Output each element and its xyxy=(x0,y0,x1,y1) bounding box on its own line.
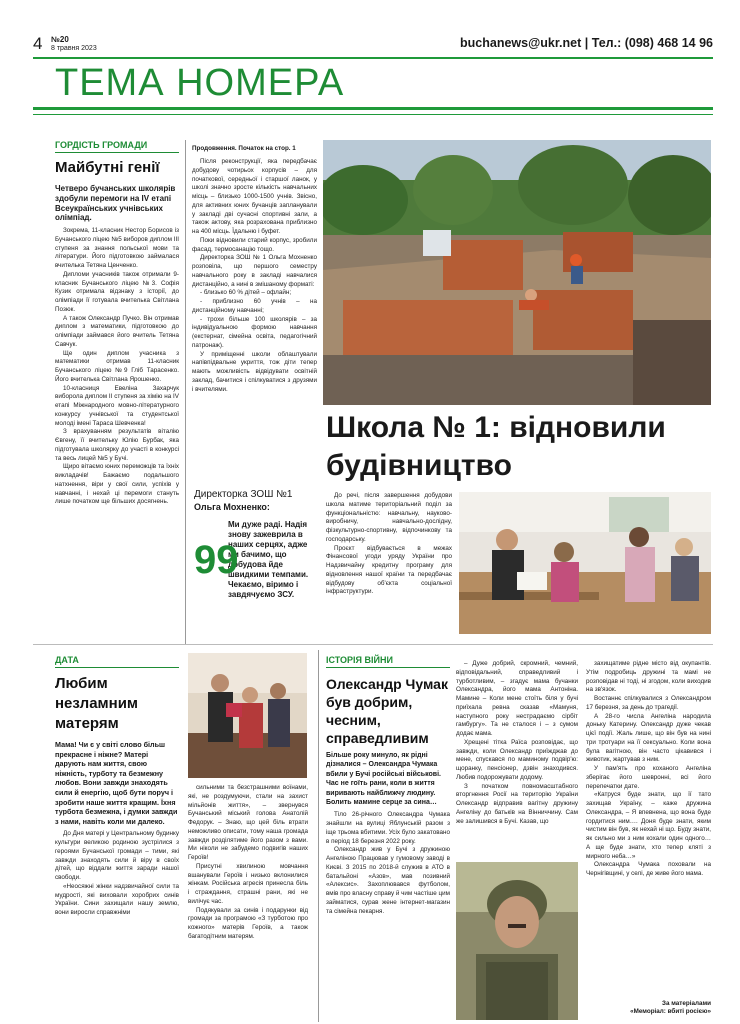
paragraph: А 28-го числа Ангеліна народила доньку Катерину. Олександр дуже чекав цієї події. Жаль лише, що він був на нині три тротуари на її сексуально. Коли вона була вагітною, він часто цікавився і животик, жартував з ним. xyxy=(586,712,711,764)
paragraph: Після реконструкції, яка передбачає добудову чотирьох корпусів – для початкової, середньої і старшої ланок, у школі значно зросте кількість навчальних місць – близько 1000-1500 учнів. Звісно, для активних юних бучанців запланували у закладі дві сучасні спортивні зали, а також актову, яка розрахована приблизно на 400 місць. Їдальню і буфет. xyxy=(192,158,317,235)
title-rule-thin xyxy=(33,114,713,115)
school-body xyxy=(192,158,317,486)
section-label-date: ДАТА xyxy=(55,655,79,665)
hero-credit xyxy=(586,1000,711,1016)
contact-info: buchanews@ukr.net | Тел.: (098) 468 14 96 xyxy=(460,36,713,50)
column-divider xyxy=(318,650,319,1022)
section-rule xyxy=(55,667,179,668)
hero-body-col3 xyxy=(586,660,711,998)
paragraph: Присутні хвилиною мовчання вшанували Героїв і низько вклонилися жінкам. Російська агресія принесла біль і страждання, страшні рани, які не вилічує час. xyxy=(188,862,308,905)
paragraph: Директорка ЗОШ № 1 Ольга Мохненко розповіла, що першого семестру навчального року в закладі навчалися дистанційно, а нині в змішаному форматі: xyxy=(192,254,317,288)
pride-headline: Майбутні генії xyxy=(55,159,160,176)
paragraph: Поки відновили старий корпус, зробили фасад, термосанацію тощо. xyxy=(192,236,317,253)
paragraph: У приміщенні школи облаштували напівпідвальне укриття, тож діти тепер мають можливість відвідувати освітній заклад, бачитися і спілкуватися з друзями і вчителями. xyxy=(192,350,317,393)
quote-mark-icon: 99 xyxy=(194,538,239,582)
paragraph: 10-класниця Евеліна Захарчук виборола диплом II ступеня за хімію на IV етапі Міжнародного мовно-літературного конкурсу учнівської та студентської молоді імені Тараса Шевченка! xyxy=(55,384,179,427)
paragraph: До Дня матері у Центральному будинку культури великою родиною зустрілися з героями Бучанської громади – тими, які завжди знаходять сили й віру в своїх дітей, що віддали життя заради нашої свободи. xyxy=(55,830,179,882)
paragraph: Ще один диплом учасника з математики отримав 11-класник Бучанського ліцею №9 Гліб Тарасенко. Його вчителька Світлана Ярошенко. xyxy=(55,349,179,383)
hero-headline: Олександр Чумак був добрим, чесним, справедливим xyxy=(326,676,448,746)
paragraph: Олександр жив у Бучі з дружиною Ангеліною Працював у гумовому заводі в Києві. З 2015 по 2018-й служив в АТО в батальйоні «Азов», мав позивний «Алексис». Захоплювався футболом, вмів про власну справу й чим частіше цим займатися, сурав жене інтернет-магазин та сімейна пекарня. xyxy=(326,846,450,915)
mothers-photo xyxy=(188,653,307,778)
paragraph: – Дуже добрий, скромний, чемний, відповідальний, справедливий і турботливим, – згадує мама бучанки Олександра, його мама Антоніна. Мамине – Коли мене стоїть біля у бучі приїхала ревна сказав «Мамуня, наступного року нестрадаємо сірбіт гамбургу». Та не сталося і – з сумом додає мама. xyxy=(456,660,578,737)
paragraph: - приблизно 60 учнів – на дистанційному навчанні; xyxy=(192,298,317,314)
quote-name: Ольга Мохненко: xyxy=(194,502,270,512)
paragraph: - трохи більше 100 школярів – за індивідуальною формою навчання (екстернат, сімейна освіта, педагогічний патронаж). xyxy=(192,315,317,349)
school-continuation xyxy=(192,145,317,485)
mothers-body xyxy=(55,830,179,970)
hero-body xyxy=(326,811,450,949)
paragraph: Востаннє спілкувалися з Олександром 17 березня, за день до трагедії. xyxy=(586,695,711,711)
section-label-pride: ГОРДІСТЬ ГРОМАДИ xyxy=(55,140,148,150)
paragraph: Зокрема, 11-класник Нестор Борисов із Бучанського ліцею №5 виборов диплом III ступеня за знання польської мови та літератури. Його підготовкою займалася вчителька Тетяна Ценченко. xyxy=(55,227,179,270)
school-right-body xyxy=(326,492,452,634)
paragraph: З врахуванням результатів віталію Євгену, її вчительку Юлію Бурбак, яка підготувала школярку до участі в конкурсі та весь лицей №5 у Бучі. xyxy=(55,428,179,462)
page-number: 4 xyxy=(33,34,43,53)
mothers-lead: Мама! Чи є у світі слово більш прекрасне і ніжне? Матері дарують нам життя, свою ніжність, турботу та безмежну любов. Вони завжди знаходять сили й енергію, щоб бути поруч і зробити наше життя кращим. Їхня турбота безмежна, і думки завжди з нами, навіть коли ми далеко. xyxy=(55,740,178,826)
quote-box xyxy=(194,489,317,634)
continuation-note: Продовження. Початок на стор. 1 xyxy=(192,145,296,152)
hero-body-col2 xyxy=(456,660,578,858)
quote-text: Ми дуже раді. Надія знову зажеврила в наших серцях, адже ми бачимо, що добудова йде швидкими темпами. Чекаємо, віримо і завдячуємо ЗСУ. xyxy=(228,520,309,599)
paragraph: Хрещені тітка Раїса розповідає, що завжди, коли Олександр приїжджав до мене, спускався по маминому подвір'ю: щоранку, пенсіонер, дзвін знаходився. Любив подорожувати додому. xyxy=(456,738,578,781)
credit-source: «Меморіал: вбиті росією» xyxy=(630,1008,711,1015)
section-title: ТЕМА НОМЕРА xyxy=(55,62,345,104)
pride-lead: Четверо бучанських школярів здобули перемоги на IV етапі Всеукраїнських учнівських олімпіад. xyxy=(55,184,176,223)
pride-body xyxy=(55,227,179,635)
paragraph: Подякували за синів і подарунки від громади за програмою «З турботою про кожного» матерів Героїв, а також багатодітним матерям. xyxy=(188,906,308,940)
page-header xyxy=(33,34,713,56)
hero-lead: Більше року минуло, як рідні дізналися – Олександра Чумака вбили у Бучі російські військові. Час не гоїть рани, коли в життя виривають найближчу людину. Болить мамине серце за сина… xyxy=(326,752,441,807)
paragraph: сильними та безстрашними воїнами, які, не роздумуючи, стали на захист мільйонів життя», – звернувся Бучанський міський голова Анатолій Федорук. – Знаю, що цей біль втрати неможливо описати, тому наша громада завжди розділятиме його разом з вами. Ми ніколи не забудемо подвигів наших Героїв! xyxy=(188,784,308,861)
paragraph: «Катруся буде знати, що її тато захищав Україну, – каже дружина Олександра, – Я впевнена, що вона буде гордитися ним…. Доня буде знати, яким чистим він був, як нехай ні що. Буду знати, як сильно ми з ним кохали один одного… А ще буде знати, хто тепер кляті з мирного неба…» xyxy=(586,791,711,860)
mothers-body-col2 xyxy=(188,784,308,1019)
paragraph: Олександра Чумака поховали на Чернігівщині, у селі, де живе його мама. xyxy=(586,861,711,877)
paragraph: У пам'ять про коханого Ангеліна зберігає його шевронні, всі його перепечатки дате. xyxy=(586,765,711,790)
paragraph: А також Олександр Пучко. Він отримав диплом з математики, підготовкою до олімпіади займався його вчитель Тетяна Савчук. xyxy=(55,314,179,348)
column-divider xyxy=(185,140,186,645)
title-rule xyxy=(33,107,713,110)
mothers-article xyxy=(55,655,179,1020)
paragraph: З початком повномасштабного вторгнення Росії на територію України Олександр відправив вагітну дружину Ангеліну до батьків на Вінниччину. Сам же залишився в Бучі. Казав, що xyxy=(456,782,578,825)
section-rule xyxy=(326,667,450,668)
paragraph: захищатиме рідне місто від окупантів. Утім подробиць дружині та мамі не розповідав ні тоді, ні згодом, коли виходив на зв'язок. xyxy=(586,660,711,694)
paragraph: Тіло 26-річного Олександра Чумака знайшли на вулиці Яблунській разом з іще трьома вбитими. Усіх було закатовано в період 18 березня 2022 року. xyxy=(326,811,450,845)
construction-photo xyxy=(323,140,711,405)
school-headline: Школа № 1: відновили будівництво xyxy=(326,411,666,482)
paragraph: До речі, після завершення добудови школа матиме територіальний поділ за функціональністю: навчальну, науково-виробничу, навчально-дослідну, фізкультурно-спортивну, відпочинкову та господарську. xyxy=(326,492,452,543)
paragraph: Дипломи учасників також отримали 9-класник Бучанського ліцею №3. Софія Кузик отримала відзнаку з історії, до олімпіади її готувала вчителька Світлана Позюк. xyxy=(55,270,179,313)
section-label-history: ІСТОРІЯ ВІЙНИ xyxy=(326,655,393,665)
paragraph: Проєкт відбувається в межах Фінансової угоди уряду України про Надзвичайну кредитну програму для відновлення нашої країни та передбачає відбудову об'єкта соціальної інфраструктури. xyxy=(326,544,452,596)
issue-date: 8 травня 2023 xyxy=(51,45,97,52)
header-rule xyxy=(33,57,713,59)
paragraph: Щиро вітаємо юних переможців та їхніх викладачів! Бажаємо подальшого натхнення, віри у свої сили, успіхів у навчанні, і нехай ці перемоги стануть лише початком ще більших досягнень. xyxy=(55,463,179,506)
pride-article xyxy=(55,140,179,645)
credit-line: За матеріалами xyxy=(662,1000,711,1007)
section-rule xyxy=(55,152,179,153)
soldier-photo xyxy=(456,862,578,1020)
mothers-headline: Любим незламним матерям xyxy=(55,675,139,732)
section-divider xyxy=(33,644,713,645)
quote-title: Директорка ЗОШ №1 xyxy=(194,489,293,500)
issue-number: №20 xyxy=(51,35,69,44)
hero-article xyxy=(326,655,450,1020)
classroom-photo xyxy=(459,492,711,634)
paragraph: - близько 60 % дітей – офлайн; xyxy=(200,289,292,297)
paragraph: «Неосяжні жінки надзвичайної сили та мудрості, які виховали хоробрих синів України. Сини захищали нашу землю, вони виросли справжніми xyxy=(55,882,179,917)
